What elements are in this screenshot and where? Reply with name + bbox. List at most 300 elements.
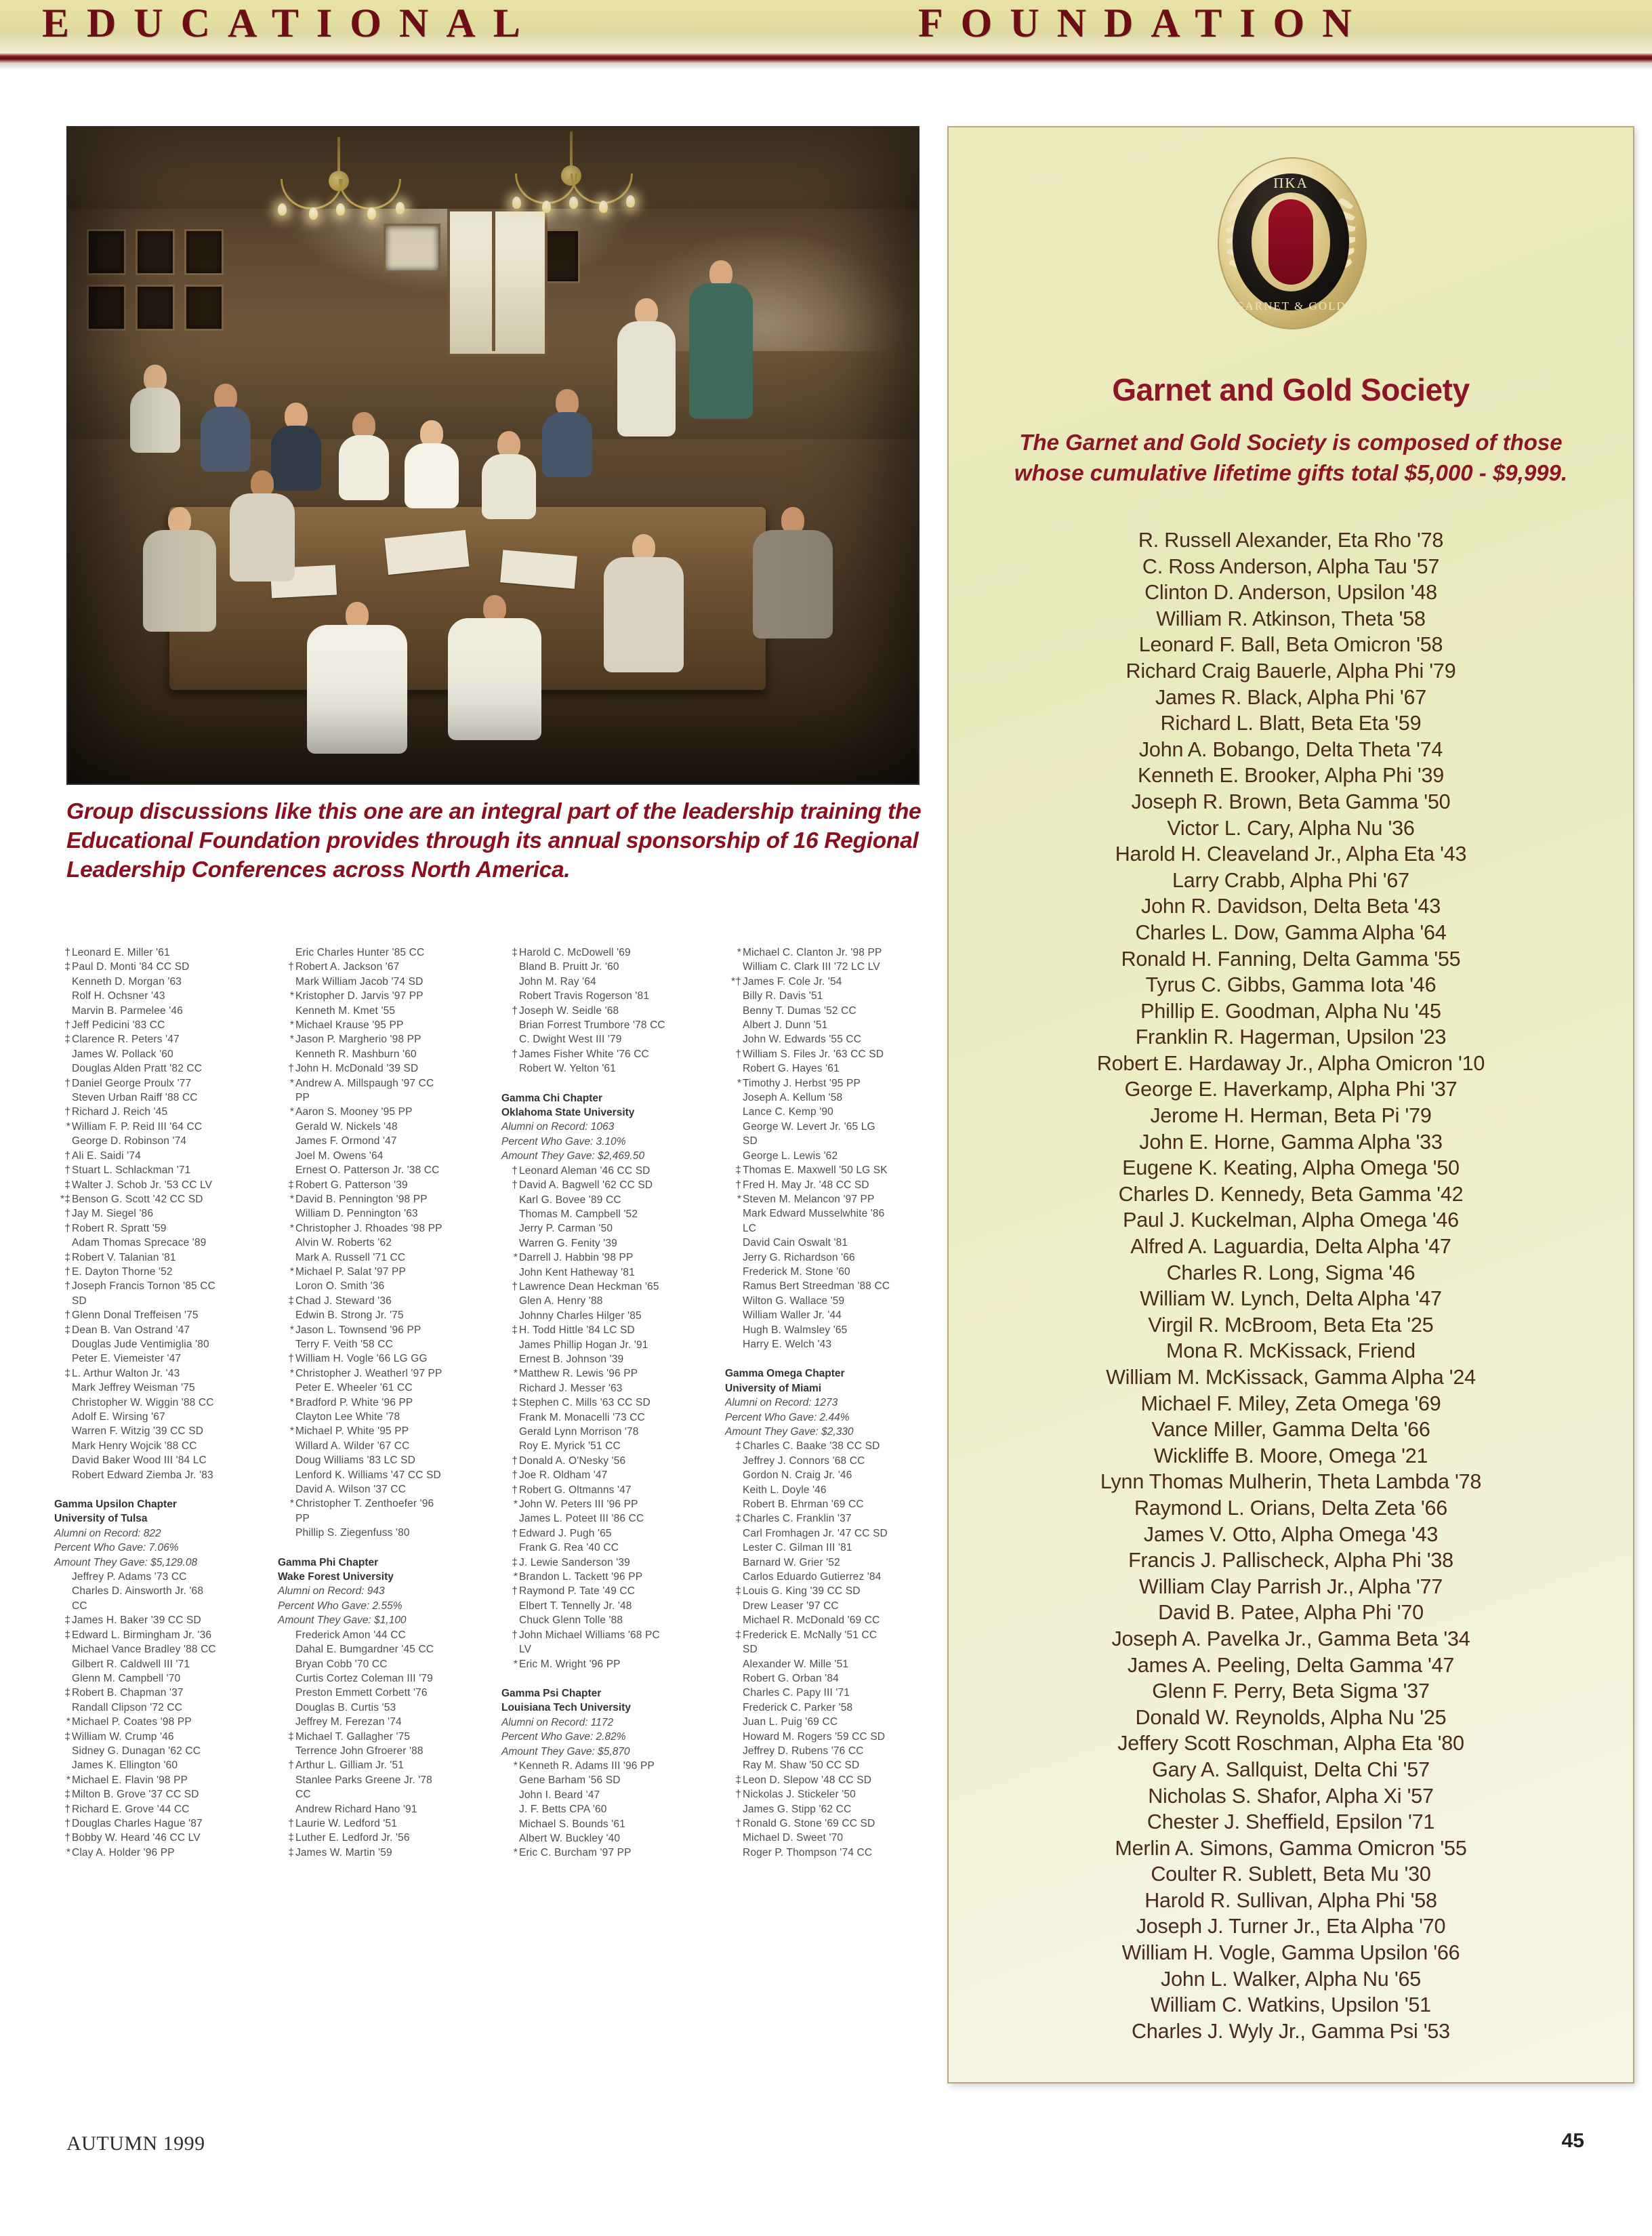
donor-entry [278, 1453, 496, 1467]
donor-entry [54, 1773, 272, 1787]
donor-column [54, 946, 278, 2071]
chapter-stat: Percent Who Gave: 3.10% [501, 1135, 626, 1147]
donor-entry [278, 1773, 496, 1787]
chapter-stat: Alumni on Record: 943 [278, 1585, 385, 1598]
donor-entry [501, 1221, 720, 1236]
donor-name: Dean B. Van Ostrand '47 [72, 1324, 190, 1336]
donor-entry [501, 975, 720, 989]
donor-marker: † [512, 1179, 518, 1192]
donor-entry [278, 1671, 496, 1686]
donor-entry [501, 1366, 720, 1381]
donor-entry [278, 1018, 496, 1032]
chapter-stat: Amount They Gave: $2,469.50 [501, 1150, 645, 1162]
donor-marker: † [64, 1222, 70, 1234]
donor-name: Robert R. Spratt '59 [72, 1222, 167, 1234]
donor-entry [725, 1192, 943, 1206]
donor-entry [725, 1323, 943, 1337]
donor-marker: * [289, 1106, 294, 1118]
donor-entry [54, 1091, 272, 1105]
donor-name: Jay M. Siegel '86 [72, 1208, 154, 1220]
donor-name: Glenn Donal Treffeisen '75 [72, 1309, 199, 1322]
donor-entry [501, 1193, 720, 1207]
society-member-name: Jerome H. Herman, Beta Pi '79 [1150, 1104, 1432, 1128]
donor-name: Jerry P. Carman '50 [519, 1223, 613, 1235]
donor-name: Roger P. Thompson '74 CC [743, 1846, 873, 1858]
donor-entry [278, 1410, 496, 1424]
donor-name: Gerald W. Nickels '48 [295, 1120, 398, 1133]
crest-greek-letters: ΠΚΑ [1273, 175, 1308, 191]
donor-entry [278, 1134, 496, 1148]
donor-marker: † [512, 1004, 518, 1017]
donor-entry [725, 1701, 943, 1715]
donor-entry [54, 1686, 272, 1700]
donor-marker: ‡ [64, 1034, 70, 1046]
donor-marker: † [64, 1019, 70, 1032]
donor-entry [501, 1047, 720, 1061]
donor-name: Lance C. Kemp '90 [743, 1106, 833, 1118]
donor-entry [278, 1482, 496, 1497]
donor-marker: ‡ [735, 1629, 741, 1641]
donor-marker: * [513, 1499, 518, 1511]
donor-entry [54, 1642, 272, 1656]
donor-marker: † [512, 1629, 518, 1641]
panel-subtitle: The Garnet and Gold Society is composed of those whose cumulative lifetime gifts total $5,000 - $9,999. [1014, 430, 1568, 485]
donor-marker: † [512, 1469, 518, 1482]
donor-entry [501, 1541, 720, 1555]
donor-marker: † [64, 1803, 70, 1815]
donor-name: Warren G. Fenity '39 [519, 1237, 617, 1249]
donor-name: J. F. Betts CPA '60 [519, 1804, 607, 1816]
person-standing [618, 298, 675, 447]
donor-name: Ramus Bert Streedman '88 CC [743, 1280, 890, 1293]
donor-name: H. Todd Hittle '84 LC SD [519, 1324, 635, 1337]
donor-entry [725, 1686, 943, 1700]
society-member-name: Michael F. Miley, Zeta Omega '69 [1140, 1391, 1441, 1415]
donor-name: Edward L. Birmingham Jr. '36 [72, 1629, 212, 1641]
donor-name: Warren F. Witzig '39 CC SD [72, 1425, 204, 1438]
donor-marker: ‡ [64, 1324, 70, 1336]
donor-marker: ‡ [288, 1295, 294, 1307]
donor-name: Lenford K. Williams '47 CC SD [295, 1469, 441, 1481]
donor-marker: ‡ [288, 1846, 294, 1858]
donor-entry [278, 1351, 496, 1366]
donor-entry [54, 1192, 272, 1206]
donor-entry [725, 1337, 943, 1351]
donor-entry [54, 1802, 272, 1816]
donor-name: Jeffrey M. Ferezan '74 [295, 1716, 402, 1728]
donor-name: Johnny Charles Hilger '85 [519, 1309, 642, 1322]
donor-entry [54, 1134, 272, 1148]
donor-entry [54, 1323, 272, 1337]
donor-marker: † [288, 1353, 294, 1365]
donor-entry [54, 1265, 272, 1279]
donor-name: Timothy J. Herbst '95 PP [743, 1077, 861, 1089]
donor-entry [725, 1047, 943, 1061]
donor-name: Marvin B. Parmelee '46 [72, 1004, 183, 1017]
donor-entry [278, 1439, 496, 1453]
donor-name: Robert G. Oltmanns '47 [519, 1484, 632, 1496]
chapter-stat: Amount They Gave: $1,100 [278, 1614, 407, 1627]
donor-entry [725, 1018, 943, 1032]
donor-marker: * [66, 1716, 70, 1728]
donor-marker: † [512, 1585, 518, 1598]
donor-entry [54, 1628, 272, 1642]
donor-name: Preston Emmett Corbett '76 [295, 1687, 428, 1699]
pi-kappa-alpha-crest-icon [1218, 157, 1364, 327]
donor-name: Robert W. Yelton '61 [519, 1063, 616, 1075]
donor-name: Clarence R. Peters '47 [72, 1034, 180, 1046]
wall-portrait [87, 229, 126, 275]
donor-marker: *† [731, 975, 741, 988]
donor-entry [54, 1599, 272, 1613]
donor-name: Edwin B. Strong Jr. '75 [295, 1309, 404, 1322]
donor-name: Harold C. McDowell '69 [519, 947, 631, 958]
society-member-name: David B. Patee, Alpha Phi '70 [1158, 1601, 1424, 1625]
person [447, 595, 542, 765]
donor-name: Joseph Francis Tornon '85 CC [72, 1280, 215, 1293]
donor-name: Thomas E. Maxwell '50 LG SK [743, 1164, 888, 1177]
donor-entry [725, 1265, 943, 1279]
donor-name: Loron O. Smith '36 [295, 1280, 385, 1293]
donor-name: Gilbert R. Caldwell III '71 [72, 1658, 190, 1670]
society-member-name: William W. Lynch, Delta Alpha '47 [1140, 1287, 1442, 1311]
donor-marker: † [64, 1164, 70, 1177]
chapter-heading: Gamma Psi Chapter [501, 1687, 602, 1699]
society-member-name: Eugene K. Keating, Alpha Omega '50 [1122, 1156, 1460, 1180]
donor-entry [278, 1396, 496, 1410]
person [306, 602, 408, 778]
donor-entry [278, 1802, 496, 1816]
donor-entry [54, 1439, 272, 1453]
donor-marker: * [513, 1571, 518, 1583]
donor-entry [501, 1468, 720, 1482]
donor-entry [278, 1816, 496, 1831]
society-member-name: Wickliffe B. Moore, Omega '21 [1153, 1444, 1428, 1467]
society-member-name: Ronald H. Fanning, Delta Gamma '55 [1121, 947, 1461, 971]
donor-name: Gordon N. Craig Jr. '46 [743, 1469, 852, 1482]
donor-entry [501, 1584, 720, 1598]
donor-name: Douglas B. Curtis '53 [295, 1701, 396, 1713]
donor-name: Paul D. Monti '84 CC SD [72, 961, 190, 973]
donor-entry [54, 1846, 272, 1860]
donor-name: Phillip S. Ziegenfuss '80 [295, 1527, 410, 1539]
donor-entry [501, 946, 720, 960]
donor-entry [278, 960, 496, 974]
donor-name: Michael Krause '95 PP [295, 1019, 404, 1032]
donor-name: Benny T. Dumas '52 CC [743, 1004, 856, 1017]
donor-entry [278, 1642, 496, 1656]
donor-name: Douglas Charles Hague '87 [72, 1817, 203, 1829]
donor-name: Terry F. Veith '58 CC [295, 1338, 393, 1350]
donor-marker: † [735, 1789, 741, 1801]
donor-entry [278, 1047, 496, 1061]
donor-name: Peter E. Wheeler '61 CC [295, 1382, 413, 1394]
donor-name: Luther E. Ledford Jr. '56 [295, 1832, 410, 1844]
donor-entry [725, 1134, 943, 1148]
person [130, 365, 180, 466]
donor-marker: * [289, 990, 294, 1002]
donor-name: Jeffrey P. Adams '73 CC [72, 1571, 187, 1583]
donor-entry [725, 1730, 943, 1744]
chapter-heading: Gamma Upsilon Chapter [54, 1499, 177, 1511]
donor-name: Kenneth D. Morgan '63 [72, 975, 182, 988]
donor-name: Richard J. Messer '63 [519, 1382, 623, 1394]
donor-marker: ‡ [64, 1789, 70, 1801]
chapter-stat: Alumni on Record: 1063 [501, 1121, 615, 1133]
donor-name: LC [743, 1222, 757, 1234]
society-member-name: Joseph J. Turner Jr., Eta Alpha '70 [1136, 1915, 1446, 1938]
donor-entry [725, 1105, 943, 1119]
donor-name: Charles D. Ainsworth Jr. '68 [72, 1585, 204, 1598]
donor-entry [501, 1164, 720, 1178]
society-member-name: James R. Black, Alpha Phi '67 [1155, 685, 1427, 709]
donor-name: Barnard W. Grier '52 [743, 1556, 840, 1568]
donor-name: Alvin W. Roberts '62 [295, 1237, 392, 1249]
donor-marker: ‡ [735, 1440, 741, 1452]
donor-entry [725, 1178, 943, 1192]
donor-name: Leon D. Slepow '48 CC SD [743, 1774, 872, 1786]
donor-name: Michael P. White '95 PP [295, 1425, 409, 1438]
chapter-heading: Gamma Phi Chapter [278, 1556, 379, 1568]
donor-name: John W. Edwards '55 CC [743, 1034, 862, 1046]
chapter-stat: Percent Who Gave: 2.82% [501, 1731, 626, 1743]
donor-name: Robert B. Chapman '37 [72, 1687, 184, 1699]
donor-listing-columns [54, 946, 949, 2071]
donor-name: Adam Thomas Sprecace '89 [72, 1237, 207, 1249]
society-member-name: Vance Miller, Gamma Delta '66 [1151, 1418, 1430, 1442]
donor-name: Mark Henry Wojcik '88 CC [72, 1440, 197, 1452]
donor-marker: ‡ [64, 1730, 70, 1743]
donor-name: Chuck Glenn Tolle '88 [519, 1614, 623, 1627]
donor-entry [725, 1584, 943, 1598]
donor-entry [725, 989, 943, 1003]
donor-entry [501, 1556, 720, 1570]
donor-name: Christopher J. Rhoades '98 PP [295, 1222, 442, 1234]
donor-marker: ‡ [512, 1324, 518, 1337]
donor-entry [725, 1294, 943, 1308]
donor-name: C. Dwight West III '79 [519, 1034, 622, 1046]
donor-marker: * [289, 1396, 294, 1408]
donor-name: Matthew R. Lewis '96 PP [519, 1368, 638, 1380]
donor-entry [278, 1120, 496, 1134]
donor-entry [501, 1759, 720, 1773]
donor-marker: ‡ [288, 1179, 294, 1191]
donor-name: Curtis Cortez Coleman III '79 [295, 1672, 433, 1684]
donor-name: Nickolas J. Stickeler '50 [743, 1789, 856, 1801]
donor-name: Joseph A. Kellum '58 [743, 1092, 843, 1104]
donor-name: Frederick M. Stone '60 [743, 1265, 850, 1278]
wall-portrait [136, 229, 175, 275]
page-masthead [0, 0, 1652, 53]
society-member-name: William C. Watkins, Upsilon '51 [1151, 1993, 1431, 2017]
donor-entry [501, 960, 720, 974]
person [603, 534, 684, 710]
donor-marker: * [289, 1019, 294, 1032]
donor-entry [278, 1526, 496, 1540]
donor-name: Christopher J. Weatherl '97 PP [295, 1367, 442, 1379]
donor-name: Albert J. Dunn '51 [743, 1019, 828, 1032]
donor-entry [725, 1657, 943, 1671]
footer-page-number: 45 [1561, 2130, 1584, 2152]
donor-entry [278, 1730, 496, 1744]
chapter-stat: Alumni on Record: 1172 [501, 1716, 614, 1728]
society-member-name: Francis J. Pallischeck, Alpha Phi '38 [1128, 1549, 1453, 1572]
donor-name: James L. Poteet III '86 CC [519, 1513, 644, 1525]
donor-entry [725, 1787, 943, 1802]
donor-name: James H. Baker '39 CC SD [72, 1614, 201, 1627]
donor-marker: † [64, 1280, 70, 1293]
society-member-name: George E. Haverkamp, Alpha Phi '37 [1124, 1078, 1458, 1101]
donor-entry [725, 1308, 943, 1322]
donor-entry [278, 1251, 496, 1265]
donor-entry [501, 1294, 720, 1308]
donor-entry [278, 1846, 496, 1860]
society-member-name: Donald W. Reynolds, Alpha Nu '25 [1135, 1705, 1447, 1729]
donor-name: Clay A. Holder '96 PP [72, 1846, 175, 1858]
donor-entry [278, 1091, 496, 1105]
donor-entry [54, 1570, 272, 1584]
society-member-name: R. Russell Alexander, Eta Rho '78 [1138, 529, 1444, 552]
donor-name: L. Arthur Walton Jr. '43 [72, 1367, 180, 1379]
donor-name: Andrew Richard Hano '91 [295, 1803, 417, 1815]
donor-name: Laurie W. Ledford '51 [295, 1817, 398, 1829]
donor-name: Lester C. Gilman III '81 [743, 1542, 852, 1554]
donor-entry [278, 1004, 496, 1018]
donor-entry [501, 1773, 720, 1787]
donor-name: William W. Crump '46 [72, 1730, 174, 1743]
donor-entry [278, 1758, 496, 1772]
donor-entry [725, 1468, 943, 1482]
donor-name: SD [743, 1135, 758, 1147]
society-member-name: Nicholas S. Shafor, Alpha Xi '57 [1148, 1784, 1434, 1808]
donor-marker: † [288, 1760, 294, 1772]
donor-name: Christopher T. Zenthoefer '96 [295, 1498, 434, 1510]
donor-entry [54, 1424, 272, 1438]
donor-name: Richard J. Reich '45 [72, 1106, 168, 1118]
donor-entry [278, 1294, 496, 1308]
donor-name: Karl G. Bovee '89 CC [519, 1194, 621, 1206]
donor-entry [54, 1337, 272, 1351]
chapter-stat: Alumni on Record: 1273 [725, 1397, 838, 1409]
donor-entry [54, 1613, 272, 1627]
chapter-stat: Percent Who Gave: 2.44% [725, 1411, 850, 1423]
donor-entry [54, 1584, 272, 1598]
donor-name: Leonard E. Miller '61 [72, 947, 170, 958]
donor-entry [725, 1511, 943, 1526]
donor-name: Doug Williams '83 LC SD [295, 1455, 415, 1467]
donor-entry [278, 1178, 496, 1192]
donor-marker: † [735, 1817, 741, 1829]
donor-entry [54, 1715, 272, 1729]
donor-name: Ernest B. Johnson '39 [519, 1353, 624, 1365]
donor-marker: * [289, 1425, 294, 1438]
donor-name: Eric M. Wright '96 PP [519, 1658, 621, 1670]
paper-sheet [500, 550, 577, 588]
donor-name: William H. Vogle '66 LG GG [295, 1353, 428, 1365]
society-member-name: Victor L. Cary, Alpha Nu '36 [1167, 816, 1415, 840]
donor-entry [278, 1787, 496, 1802]
society-member-name: Paul J. Kuckelman, Alpha Omega '46 [1123, 1208, 1459, 1232]
donor-entry [278, 1715, 496, 1729]
donor-name: Clayton Lee White '78 [295, 1411, 400, 1423]
donor-entry [278, 1265, 496, 1279]
society-member-name: Harold H. Cleaveland Jr., Alpha Eta '43 [1115, 842, 1467, 866]
donor-name: Michael Vance Bradley '88 CC [72, 1644, 216, 1656]
donor-marker: † [64, 1309, 70, 1322]
donor-marker: * [289, 1498, 294, 1510]
donor-entry [278, 1032, 496, 1046]
donor-marker: ‡ [64, 1614, 70, 1627]
donor-entry [725, 1120, 943, 1134]
chapter-school: Louisiana Tech University [501, 1702, 631, 1714]
wall-portrait [184, 229, 224, 275]
donor-marker: ‡ [512, 1397, 518, 1409]
donor-marker: † [288, 961, 294, 973]
donor-name: William S. Files Jr. '63 CC SD [743, 1048, 884, 1060]
donor-marker: † [288, 1063, 294, 1075]
photo-caption: Group discussions like this one are an integral part of the leadership training the Educational Foundation provides through its annual sponsorship of 16 Regional Leadership Conferences across North America. [66, 799, 922, 882]
society-member-name: Coulter R. Sublett, Beta Mu '30 [1151, 1863, 1431, 1886]
donor-name: Eric C. Burcham '97 PP [519, 1847, 632, 1859]
society-member-name: Charles R. Long, Sigma '46 [1166, 1261, 1416, 1284]
donor-entry [54, 1120, 272, 1134]
donor-entry [501, 1483, 720, 1497]
donor-name: Stephen C. Mills '63 CC SD [519, 1397, 651, 1409]
donor-entry [501, 1497, 720, 1511]
donor-entry [725, 1541, 943, 1555]
donor-entry [725, 1497, 943, 1511]
donor-marker: † [512, 1455, 518, 1467]
donor-entry [54, 1453, 272, 1467]
donor-name: Frank M. Monacelli '73 CC [519, 1411, 645, 1423]
window-mullion [492, 209, 495, 351]
donor-entry [54, 1206, 272, 1221]
donor-entry [501, 1526, 720, 1541]
donor-entry [278, 1701, 496, 1715]
donor-name: Carl Fromhagen Jr. '47 CC SD [743, 1527, 888, 1539]
chapter-stat: Percent Who Gave: 2.55% [278, 1600, 402, 1612]
donor-name: William F. P. Reid III '64 CC [72, 1120, 203, 1133]
donor-name: J. Lewie Sanderson '39 [519, 1556, 630, 1568]
donor-marker: † [64, 1077, 70, 1089]
masthead-word-foundation: FOUNDATION [918, 1, 1369, 45]
donor-entry [725, 1758, 943, 1772]
donor-entry [54, 946, 272, 960]
donor-name: George L. Lewis '62 [743, 1150, 838, 1162]
donor-entry [54, 1221, 272, 1236]
donor-name: Stanlee Parks Greene Jr. '78 [295, 1774, 432, 1786]
donor-name: Michael T. Gallagher '75 [295, 1730, 411, 1743]
donor-name: William D. Pennington '63 [295, 1208, 418, 1220]
donor-entry [725, 1206, 943, 1221]
donor-name: Frederick C. Parker '58 [743, 1701, 853, 1713]
donor-name: Keith L. Doyle '46 [743, 1484, 827, 1496]
donor-name: George D. Robinson '74 [72, 1135, 187, 1147]
society-member-name: Joseph R. Brown, Beta Gamma '50 [1131, 790, 1451, 813]
donor-name: Walter J. Schob Jr. '53 CC LV [72, 1179, 213, 1191]
donor-name: Robert G. Orban '84 [743, 1672, 839, 1684]
donor-name: Michael S. Bounds '61 [519, 1818, 625, 1830]
donor-name: Robert A. Jackson '67 [295, 961, 400, 973]
donor-entry [54, 1758, 272, 1772]
donor-name: Michael P. Salat '97 PP [295, 1265, 406, 1278]
donor-entry [725, 1004, 943, 1018]
donor-name: Michael C. Clanton Jr. '98 PP [743, 947, 882, 958]
donor-entry [278, 1308, 496, 1322]
donor-entry [725, 1483, 943, 1497]
donor-entry [725, 1454, 943, 1468]
donor-entry [501, 1381, 720, 1396]
